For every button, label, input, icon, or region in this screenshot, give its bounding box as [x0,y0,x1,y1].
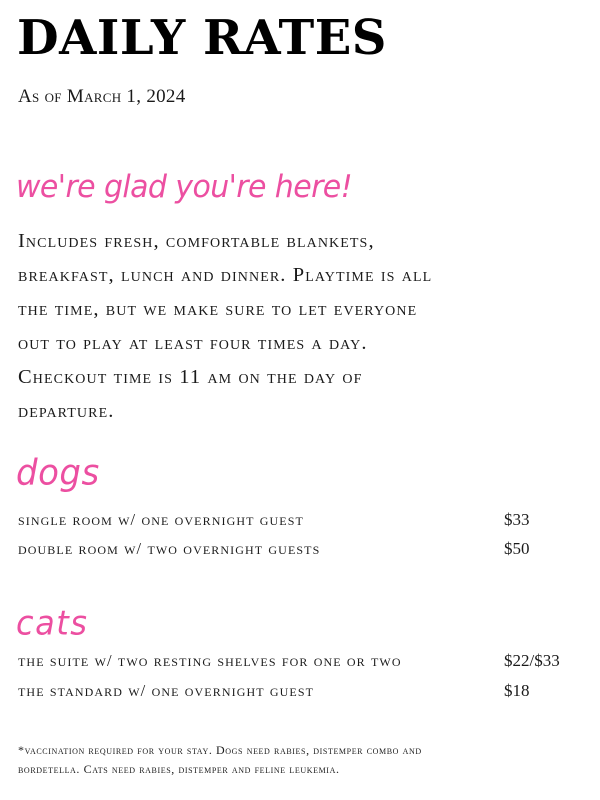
page-title: DAILY RATES [17,10,387,66]
dogs-heading: dogs [16,451,100,494]
rate-price: $33 [504,510,530,529]
rate-price: $50 [504,539,530,558]
rate-description: single room w/ one overnight guest [18,510,304,529]
rate-price: $22/$33 [504,651,560,670]
rate-description: the standard w/ one overnight guest [18,681,315,700]
intro-paragraph: Includes fresh, comfortable blankets, breakfast, lunch and dinner. Playtime is all the time, but we make sure to let everyone out to play at least four times a day. Checkout time is 11 am on the day of departure. [18,230,433,422]
effective-date: As of March 1, 2024 [18,86,186,107]
cats-heading: cats [16,602,89,643]
rate-price: $18 [504,681,530,700]
rate-row-cat-standard [18,681,580,707]
vaccination-footnote: *vaccination required for your stay. Dogs need rabies, distemper combo and bordetella. Cats need rabies, distemper and feline leukemia. [18,743,422,776]
rate-description: the suite w/ two resting shelves for one or two [18,651,402,670]
rate-row-cat-suite [18,651,580,677]
rate-row-dog-single [18,510,580,536]
rate-description: double room w/ two overnight guests [18,539,321,558]
rate-row-dog-double [18,539,580,565]
welcome-heading: we're glad you're here! [16,168,353,206]
